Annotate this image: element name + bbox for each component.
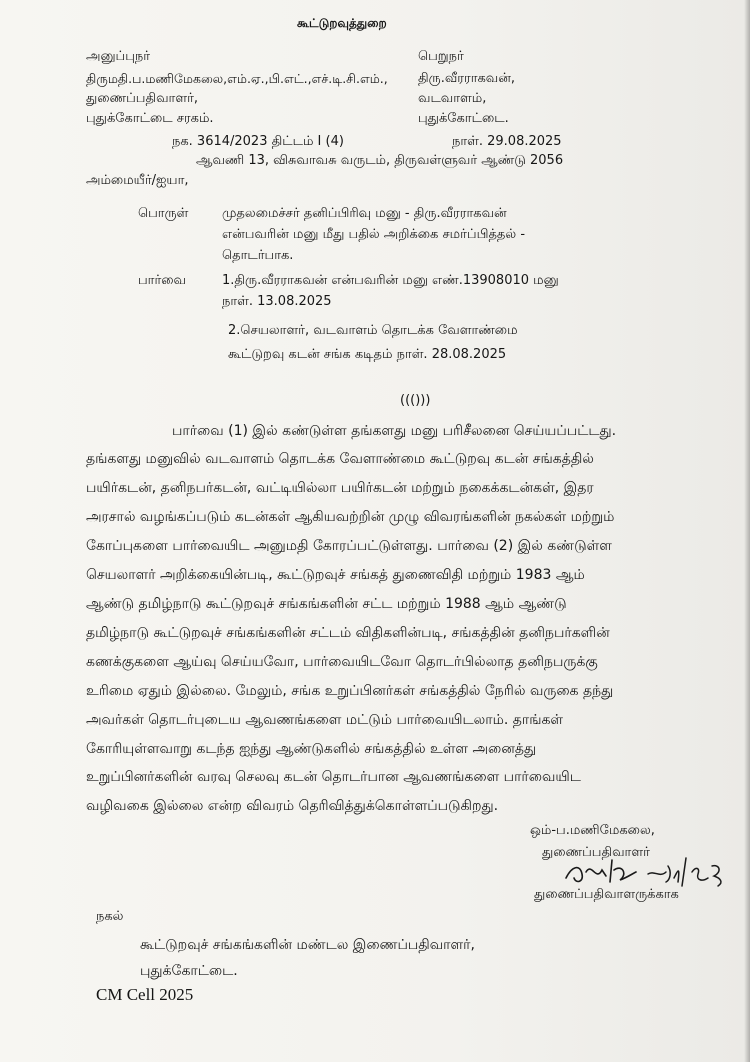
body-line-4: அரசால் வழங்கப்படும் கடன்கள் ஆகியவற்றின் முழு விவரங்களின் நகல்கள் மற்றும் xyxy=(86,509,615,525)
file-number: நக. 3614/2023 திட்டம் I (4) xyxy=(172,134,344,149)
subject-line-1: முதலமைச்சர் தனிப்பிரிவு மனு - திரு.வீரராகவன் xyxy=(222,206,507,221)
body-line-10: உரிமை ஏதும் இல்லை. மேலும், சங்க உறுப்பினர்கள் சங்கத்தில் நேரில் வருகை தந்து xyxy=(86,683,614,699)
sender-label: அனுப்புநர் xyxy=(86,49,151,64)
copy-to-line-1: கூட்டுறவுச் சங்கங்களின் மண்டல இணைப்பதிவாளர், xyxy=(140,937,475,953)
copy-to-label: நகல் xyxy=(96,909,124,924)
on-behalf-designation: துணைப்பதிவாளருக்காக xyxy=(534,887,679,902)
recipient-label: பெறுநர் xyxy=(418,49,464,64)
cm-cell-note: CM Cell 2025 xyxy=(96,985,194,1004)
body-line-11: அவர்கள் தொடர்புடைய ஆவணங்களை மட்டும் பார்வையிடலாம். தாங்கள் xyxy=(86,712,564,728)
sender-office: புதுக்கோட்டை சரகம். xyxy=(86,111,214,126)
salutation: அம்மையீர்/ஐயா, xyxy=(86,173,189,188)
sender-designation: துணைப்பதிவாளர், xyxy=(86,91,199,106)
reference-2-line-2: கூட்டுறவு கடன் சங்க கடிதம் நாள். 28.08.2025 xyxy=(228,347,507,362)
page-edge-shadow xyxy=(744,0,750,1062)
letter-date: நாள். 29.08.2025 xyxy=(452,134,562,149)
department-title: கூட்டுறவுத்துறை xyxy=(297,16,387,30)
body-line-2: தங்களது மனுவில் வடவாளம் தொடக்க வேளாண்மை கூட்டுறவு கடன் சங்கத்தில் xyxy=(86,451,594,467)
reference-1-line-2: நாள். 13.08.2025 xyxy=(222,294,332,309)
reference-1-line-1: 1.திரு.வீரராகவன் என்பவரின் மனு எண்.13908010 மனு xyxy=(222,273,559,288)
body-line-5: கோப்புகளை பார்வையிட அனுமதி கோரப்பட்டுள்ளது. பார்வை (2) இல் கண்டுள்ள xyxy=(86,538,612,554)
reference-2-line-1: 2.செயலாளர், வடவாளம் தொடக்க வேளாண்மை xyxy=(228,323,518,338)
subject-line-2: என்பவரின் மனு மீது பதில் அறிக்கை சமர்ப்பித்தல் - xyxy=(222,227,526,242)
sender-name: திருமதி.ப.மணிமேகலை,எம்.ஏ.,பி.எட்.,எச்.டி.சி.எம்., xyxy=(86,71,388,86)
signed-name: ஒம்-ப.மணிமேகலை, xyxy=(530,823,655,838)
body-line-14: வழிவகை இல்லை என்ற விவரம் தெரிவித்துக்கொள்ளப்படுகிறது. xyxy=(86,798,499,814)
body-line-3: பயிர்கடன், தனிநபர்கடன், வட்டியில்லா பயிர்கடன் மற்றும் நகைக்கடன்கள், இதர xyxy=(86,480,594,496)
recipient-place: வடவாளம், xyxy=(418,91,487,106)
body-line-7: ஆண்டு தமிழ்நாடு கூட்டுறவுச் சங்கங்களின் சட்ட மற்றும் 1988 ஆம் ஆண்டு xyxy=(86,596,567,612)
tamil-calendar-date: ஆவணி 13, விசுவாவசு வருடம், திருவள்ளுவர் ஆண்டு 2056 xyxy=(196,153,564,168)
subject-line-3: தொடர்பாக. xyxy=(222,248,294,263)
references-label: பார்வை xyxy=(138,273,187,288)
recipient-city: புதுக்கோட்டை. xyxy=(418,111,509,126)
body-line-8: தமிழ்நாடு கூட்டுறவுச் சங்கங்களின் சட்டம் விதிகளின்படி, சங்கத்தின் தனிநபர்களின் xyxy=(86,625,610,641)
body-line-9: கணக்குகளை ஆய்வு செய்யவோ, பார்வையிடவோ தொடர்பில்லாத தனிநபருக்கு xyxy=(86,654,598,670)
subject-label: பொருள் xyxy=(138,206,189,221)
body-line-12: கோரியுள்ளவாறு கடந்த ஐந்து ஆண்டுகளில் சங்கத்தில் உள்ள அனைத்து xyxy=(86,741,537,757)
body-line-13: உறுப்பினர்களின் வரவு செலவு கடன் தொடர்பான ஆவணங்களை பார்வையிட xyxy=(86,769,581,785)
recipient-name: திரு.வீரராகவன், xyxy=(418,71,515,86)
body-line-6: செயலாளர் அறிக்கையின்படி, கூட்டுறவுச் சங்கத் துணைவிதி மற்றும் 1983 ஆம் xyxy=(86,567,585,583)
body-line-1: பார்வை (1) இல் கண்டுள்ள தங்களது மனு பரிசீலனை செய்யப்பட்டது. xyxy=(172,423,617,439)
copy-to-line-2: புதுக்கோட்டை. xyxy=(140,963,238,979)
signed-designation: துணைப்பதிவாளர் xyxy=(542,845,650,860)
separator-mark: ((())) xyxy=(400,393,431,408)
